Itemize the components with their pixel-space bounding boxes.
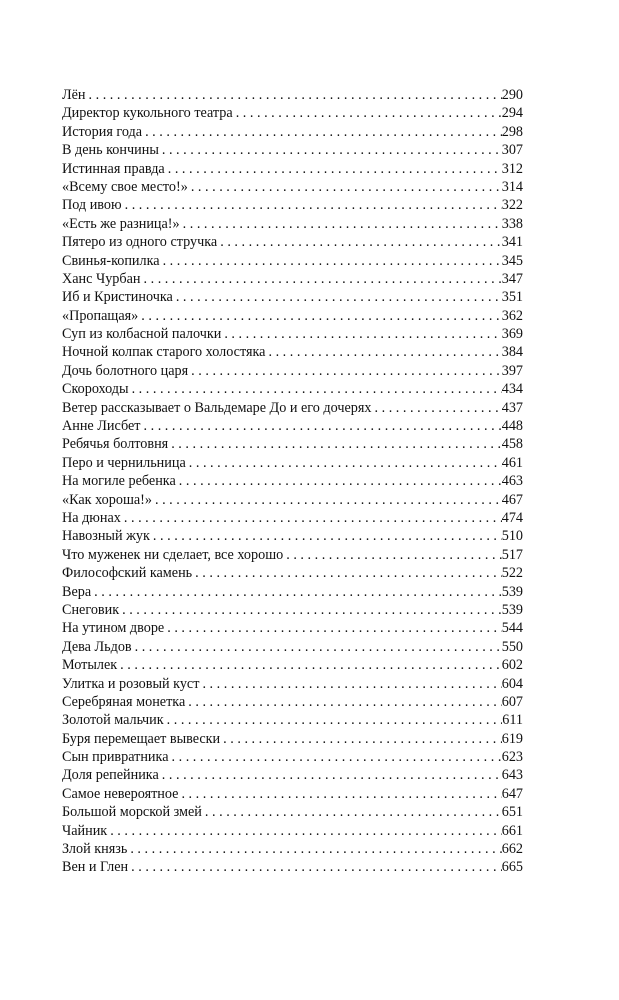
toc-entry-title: Самое невероятное bbox=[62, 785, 179, 802]
toc-entry-page: 351 bbox=[501, 289, 523, 306]
toc-entry-title: Злой князь bbox=[62, 841, 128, 858]
toc-entry-title: Пятеро из одного стручка bbox=[62, 234, 218, 251]
toc-entry-title: Золотой мальчик bbox=[62, 712, 164, 729]
toc-entry-page: 437 bbox=[501, 399, 523, 416]
toc-entry-title: Философский камень bbox=[62, 565, 193, 582]
dot-leader bbox=[141, 417, 502, 435]
toc-entry bbox=[62, 104, 523, 122]
toc-entry bbox=[62, 215, 523, 233]
dot-leader bbox=[221, 325, 501, 343]
toc-entry-title: Сын привратника bbox=[62, 749, 169, 766]
toc-entry-page: 347 bbox=[501, 270, 523, 287]
dot-leader bbox=[192, 564, 502, 582]
toc-entry-page: 510 bbox=[501, 528, 523, 545]
toc-entry-page: 458 bbox=[501, 436, 523, 453]
toc-entry-page: 623 bbox=[501, 749, 523, 766]
dot-leader bbox=[233, 104, 502, 122]
dot-leader bbox=[107, 822, 502, 840]
toc-entry-page: 448 bbox=[501, 418, 523, 435]
toc-entry-title: «Есть же разница!» bbox=[62, 215, 180, 232]
toc-entry-page: 338 bbox=[501, 215, 523, 232]
dot-leader bbox=[185, 693, 501, 711]
toc-entry bbox=[62, 730, 523, 748]
toc-entry bbox=[62, 803, 523, 821]
toc-entry-page: 314 bbox=[501, 178, 523, 195]
dot-leader bbox=[186, 454, 502, 472]
toc-entry-title: Под ивою bbox=[62, 197, 122, 214]
toc-entry-title: Доля репейника bbox=[62, 767, 159, 784]
toc-entry-page: 607 bbox=[501, 693, 523, 710]
toc-entry bbox=[62, 288, 523, 306]
toc-entry-title: Большой морской змей bbox=[62, 804, 202, 821]
toc-entry-title: Ханс Чурбан bbox=[62, 270, 141, 287]
dot-leader bbox=[129, 380, 502, 398]
toc-entry bbox=[62, 619, 523, 637]
dot-leader bbox=[142, 123, 502, 141]
toc-entry bbox=[62, 509, 523, 527]
toc-entry bbox=[62, 564, 523, 582]
toc-entry bbox=[62, 270, 523, 288]
toc-entry-title: Истинная правда bbox=[62, 160, 165, 177]
toc-entry-title: Навозный жук bbox=[62, 528, 150, 545]
dot-leader bbox=[168, 435, 502, 453]
dot-leader bbox=[150, 527, 502, 545]
toc-entry-page: 517 bbox=[501, 546, 523, 563]
toc-entry-page: 362 bbox=[501, 307, 523, 324]
toc-entry-page: 290 bbox=[501, 87, 523, 103]
toc-entry bbox=[62, 711, 523, 729]
toc-entry-page: 604 bbox=[501, 675, 523, 692]
dot-leader bbox=[188, 178, 502, 196]
toc-entry-page: 539 bbox=[501, 583, 523, 600]
toc-entry-title: На дюнах bbox=[62, 509, 121, 526]
toc-entry-title: Ребячья болтовня bbox=[62, 436, 169, 453]
toc-entry-page: 298 bbox=[501, 123, 523, 140]
toc-entry-title: Что муженек ни сделает, все хорошо bbox=[62, 546, 284, 563]
toc-entry-title: «Всему свое место!» bbox=[62, 178, 188, 195]
dot-leader bbox=[217, 233, 501, 251]
toc-entry-page: 369 bbox=[501, 326, 523, 343]
toc-entry-page: 611 bbox=[502, 712, 523, 729]
toc-entry-page: 647 bbox=[501, 785, 523, 802]
toc-entry bbox=[62, 785, 523, 803]
toc-entry bbox=[62, 233, 523, 251]
dot-leader bbox=[152, 491, 502, 509]
toc-entry-page: 662 bbox=[501, 841, 523, 858]
toc-entry-title: Свинья-копилка bbox=[62, 252, 160, 269]
dot-leader bbox=[265, 343, 501, 361]
table-of-contents bbox=[62, 86, 523, 877]
toc-entry bbox=[62, 748, 523, 766]
dot-leader bbox=[178, 785, 501, 803]
toc-entry bbox=[62, 601, 523, 619]
toc-entry-title: Ночной колпак старого холостяка bbox=[62, 344, 266, 361]
toc-entry bbox=[62, 472, 523, 490]
toc-entry-title: На могиле ребенка bbox=[62, 473, 176, 490]
toc-entry-page: 467 bbox=[501, 491, 523, 508]
toc-entry bbox=[62, 123, 523, 141]
toc-entry-title: Улитка и розовый куст bbox=[62, 675, 200, 692]
toc-entry-title: Иб и Кристиночка bbox=[62, 289, 173, 306]
toc-entry-title: «Как хороша!» bbox=[62, 491, 152, 508]
toc-entry-page: 294 bbox=[501, 105, 523, 122]
toc-entry-title: Директор кукольного театра bbox=[62, 105, 233, 122]
toc-entry-page: 522 bbox=[501, 565, 523, 582]
toc-entry-title: Лён bbox=[62, 87, 86, 103]
toc-entry bbox=[62, 822, 523, 840]
dot-leader bbox=[128, 858, 502, 876]
dot-leader bbox=[159, 766, 502, 784]
toc-entry-page: 463 bbox=[501, 473, 523, 490]
toc-entry-title: В день кончины bbox=[62, 142, 159, 159]
toc-entry bbox=[62, 491, 523, 509]
toc-entry-title: Анне Лисбет bbox=[62, 418, 141, 435]
toc-entry-page: 619 bbox=[501, 730, 523, 747]
toc-entry-page: 397 bbox=[501, 362, 523, 379]
dot-leader bbox=[164, 619, 501, 637]
toc-entry-title: Скороходы bbox=[62, 381, 129, 398]
toc-entry bbox=[62, 766, 523, 784]
toc-entry-title: На утином дворе bbox=[62, 620, 165, 637]
toc-entry-page: 461 bbox=[501, 454, 523, 471]
toc-entry-title: «Пропащая» bbox=[62, 307, 139, 324]
dot-leader bbox=[176, 472, 502, 490]
toc-entry bbox=[62, 252, 523, 270]
toc-entry bbox=[62, 638, 523, 656]
toc-entry bbox=[62, 858, 523, 876]
toc-entry-title: Дева Льдов bbox=[62, 638, 132, 655]
dot-leader bbox=[169, 748, 502, 766]
toc-entry-page: 307 bbox=[501, 142, 523, 159]
toc-entry-page: 539 bbox=[501, 601, 523, 618]
toc-entry-page: 651 bbox=[501, 804, 523, 821]
toc-entry bbox=[62, 307, 523, 325]
toc-entry-title: Вера bbox=[62, 583, 92, 600]
dot-leader bbox=[199, 675, 501, 693]
toc-entry-title: Перо и чернильница bbox=[62, 454, 186, 471]
dot-leader bbox=[188, 362, 502, 380]
toc-entry bbox=[62, 435, 523, 453]
dot-leader bbox=[91, 583, 502, 601]
dot-leader bbox=[160, 252, 502, 270]
toc-entry-title: Мотылек bbox=[62, 657, 118, 674]
toc-entry bbox=[62, 583, 523, 601]
toc-entry-page: 384 bbox=[501, 344, 523, 361]
toc-entry bbox=[62, 417, 523, 435]
toc-entry bbox=[62, 196, 523, 214]
dot-leader bbox=[122, 196, 502, 214]
dot-leader bbox=[119, 601, 502, 619]
dot-leader bbox=[220, 730, 502, 748]
toc-entry-title: Вен и Глен bbox=[62, 859, 129, 876]
toc-entry-title: Ветер рассказывает о Вальдемаре До и его дочерях bbox=[62, 399, 372, 416]
toc-entry-page: 341 bbox=[501, 234, 523, 251]
dot-leader bbox=[165, 160, 502, 178]
toc-entry bbox=[62, 693, 523, 711]
toc-entry bbox=[62, 86, 523, 104]
toc-entry bbox=[62, 656, 523, 674]
toc-entry bbox=[62, 546, 523, 564]
toc-entry-page: 345 bbox=[501, 252, 523, 269]
toc-entry-page: 602 bbox=[501, 657, 523, 674]
toc-entry-page: 550 bbox=[501, 638, 523, 655]
toc-entry-page: 643 bbox=[501, 767, 523, 784]
toc-entry bbox=[62, 343, 523, 361]
toc-entry-title: Серебряная монетка bbox=[62, 693, 186, 710]
toc-entry-title: Чайник bbox=[62, 822, 108, 839]
toc-entry bbox=[62, 840, 523, 858]
toc-entry-page: 322 bbox=[501, 197, 523, 214]
dot-leader bbox=[173, 288, 502, 306]
dot-leader bbox=[138, 307, 501, 325]
dot-leader bbox=[132, 638, 502, 656]
toc-entry-page: 661 bbox=[501, 822, 523, 839]
toc-entry bbox=[62, 527, 523, 545]
toc-entry-page: 665 bbox=[501, 859, 523, 876]
toc-entry bbox=[62, 675, 523, 693]
toc-entry bbox=[62, 362, 523, 380]
toc-entry bbox=[62, 141, 523, 159]
toc-entry bbox=[62, 325, 523, 343]
toc-entry-title: Буря перемещает вывески bbox=[62, 730, 221, 747]
toc-entry-page: 312 bbox=[501, 160, 523, 177]
toc-entry-title: Суп из колбасной палочки bbox=[62, 326, 222, 343]
dot-leader bbox=[164, 711, 503, 729]
toc-entry bbox=[62, 454, 523, 472]
toc-entry-page: 544 bbox=[501, 620, 523, 637]
toc-entry-page: 474 bbox=[501, 509, 523, 526]
dot-leader bbox=[202, 803, 502, 821]
toc-entry-title: Дочь болотного царя bbox=[62, 362, 189, 379]
dot-leader bbox=[121, 509, 502, 527]
dot-leader bbox=[127, 840, 501, 858]
dot-leader bbox=[141, 270, 502, 288]
dot-leader bbox=[180, 215, 502, 233]
dot-leader bbox=[283, 546, 501, 564]
dot-leader bbox=[372, 399, 502, 417]
toc-entry-page: 434 bbox=[501, 381, 523, 398]
toc-entry bbox=[62, 399, 523, 417]
toc-entry bbox=[62, 178, 523, 196]
toc-entry-title: История года bbox=[62, 123, 143, 140]
dot-leader bbox=[159, 141, 502, 159]
toc-entry bbox=[62, 160, 523, 178]
toc-entry-title: Снеговик bbox=[62, 601, 120, 618]
toc-entry bbox=[62, 380, 523, 398]
dot-leader bbox=[86, 86, 502, 104]
dot-leader bbox=[117, 656, 502, 674]
